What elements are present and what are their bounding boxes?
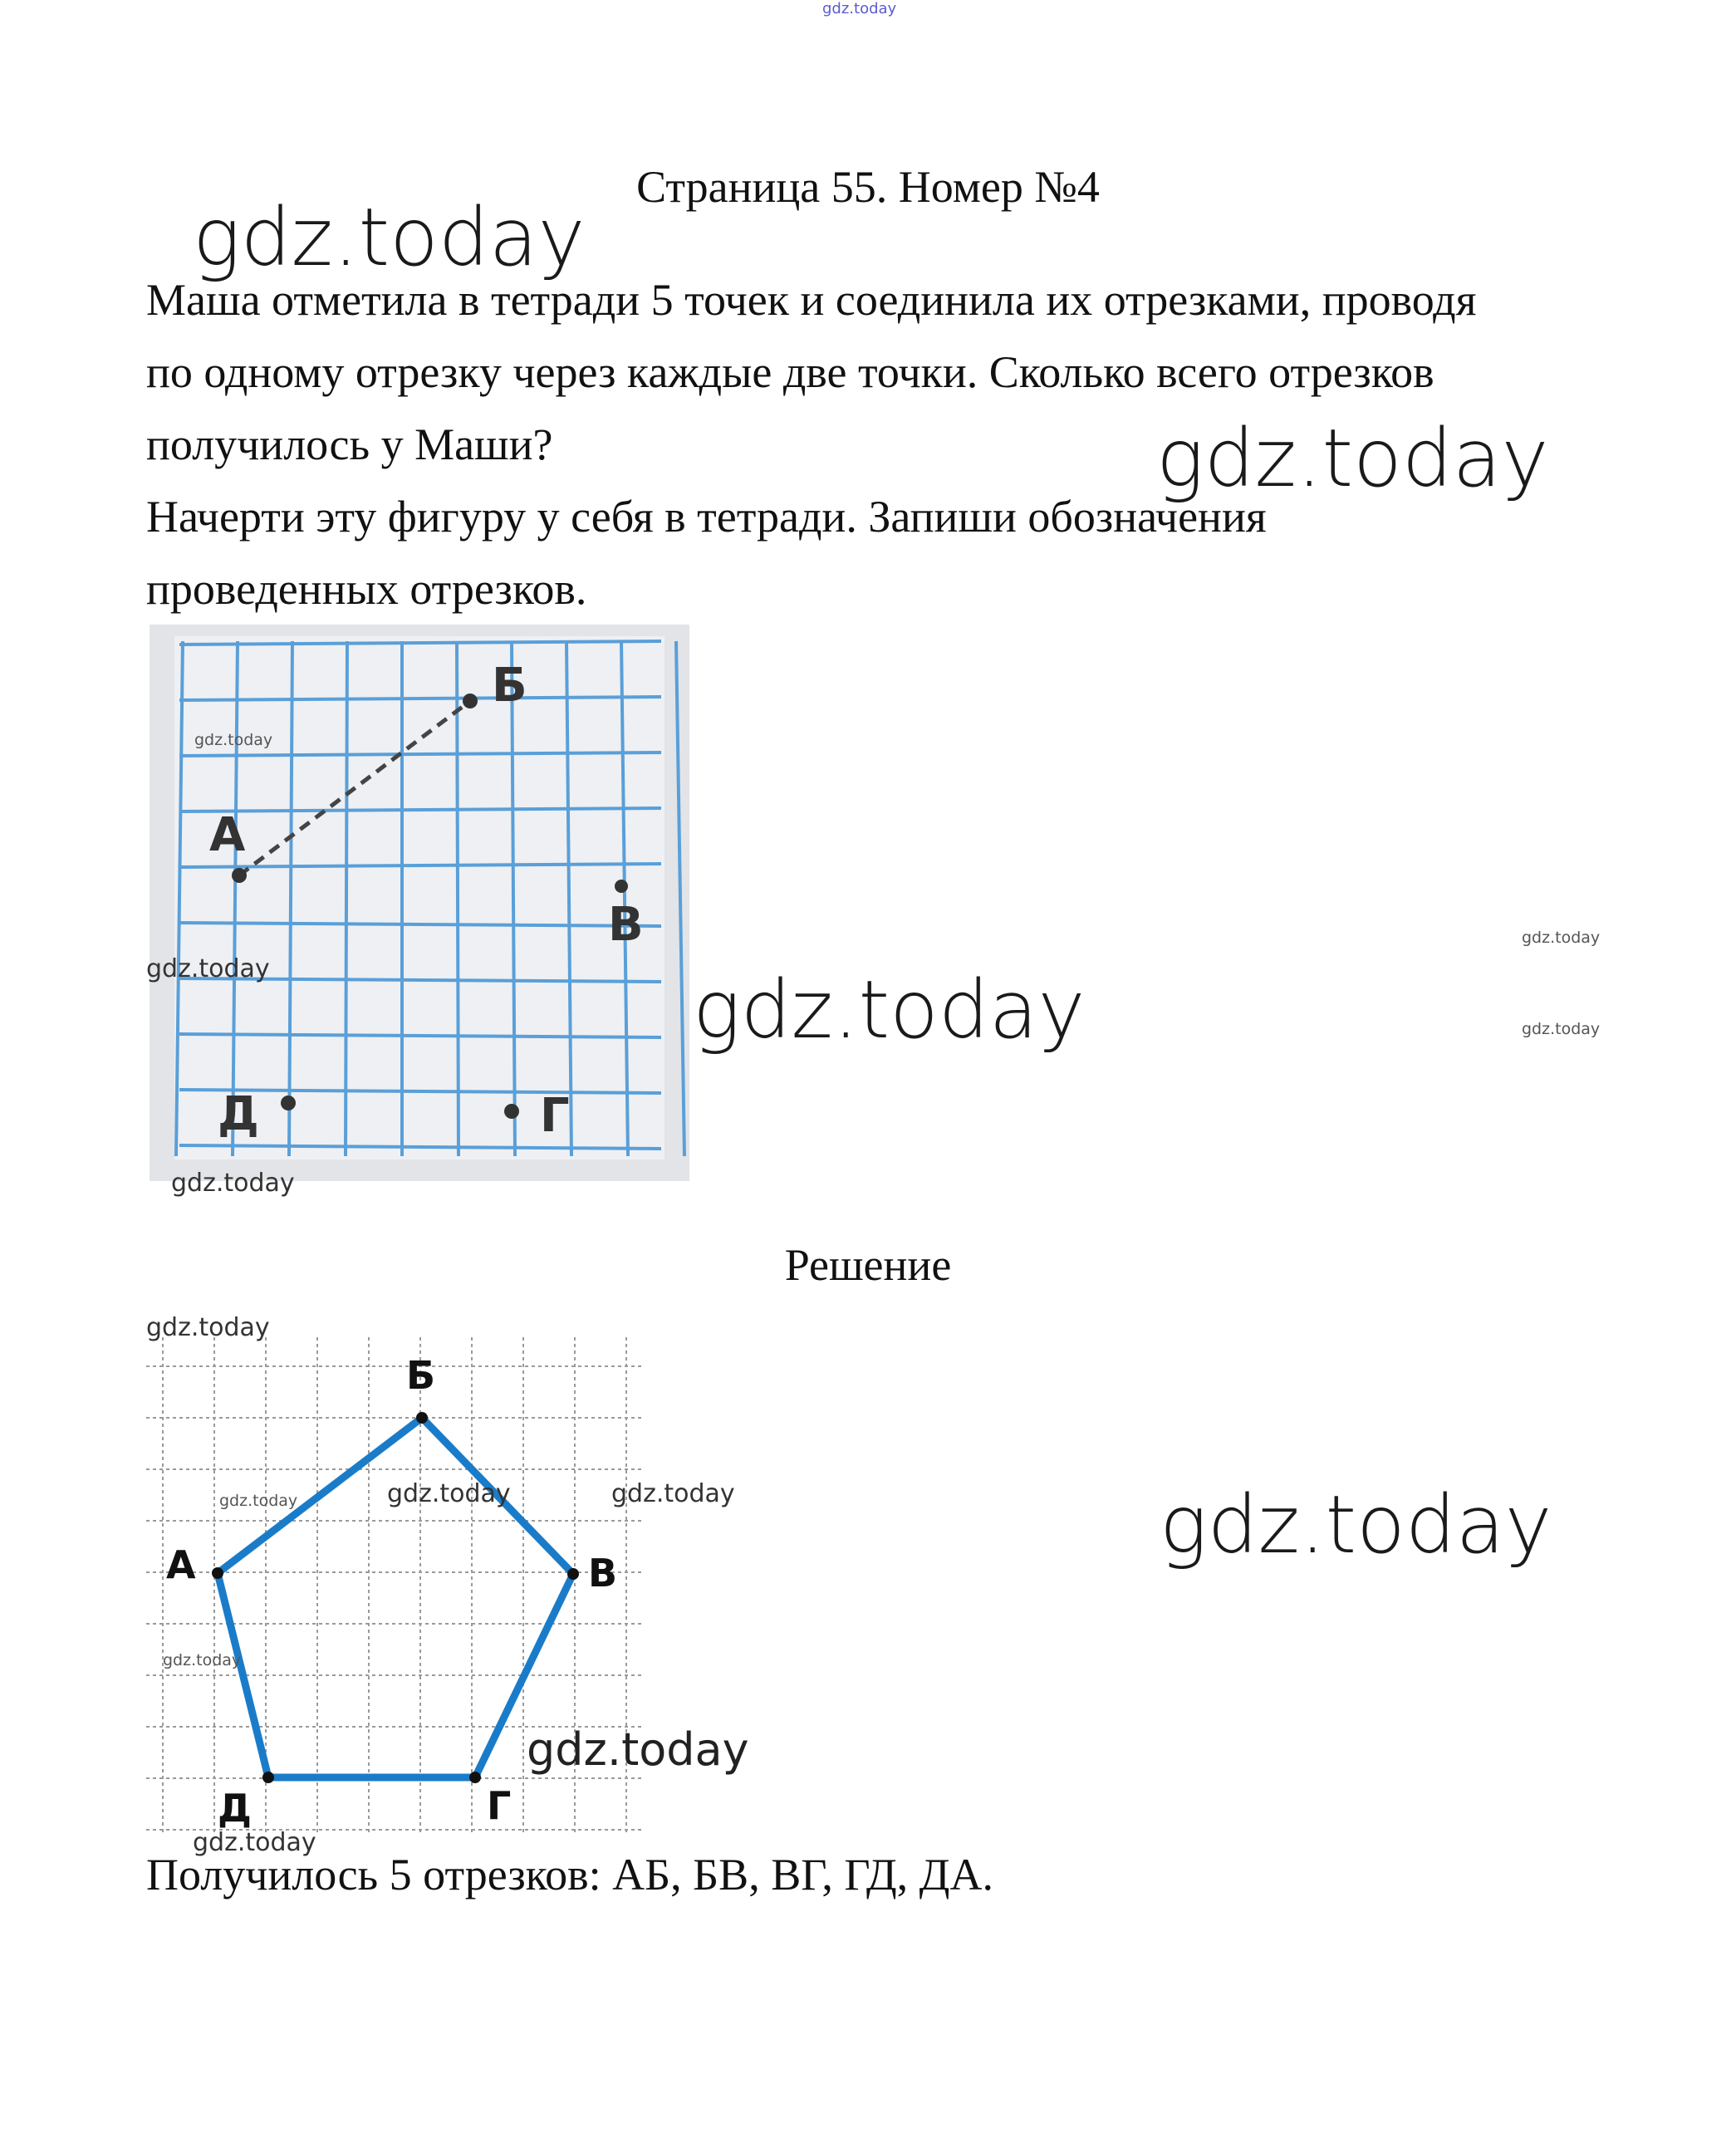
problem-line: по одному отрезку через каждые две точки. Сколько всего отрезков — [146, 347, 1434, 397]
problem-line: Начерти эту фигуру у себя в тетради. Запиши обозначения — [146, 492, 1267, 542]
page-title: Страница 55. Номер №4 — [636, 162, 1100, 212]
problem-line: проведенных отрезков. — [146, 564, 587, 614]
point-a — [232, 868, 247, 883]
watermark: gdz.today — [219, 1492, 298, 1510]
problem-line: получилось у Маши? — [146, 419, 553, 469]
watermark: gdz.today — [146, 954, 270, 983]
label-d: Д — [218, 1786, 252, 1831]
label-g: Г — [487, 1783, 512, 1828]
label-b: Б — [406, 1353, 436, 1398]
watermark: gdz.today — [193, 191, 586, 284]
watermark: gdz.today — [1160, 1478, 1552, 1571]
label-b: Б — [492, 659, 527, 713]
watermark: gdz.today — [1522, 1020, 1601, 1038]
watermark-top: gdz.today — [822, 0, 897, 17]
point-g — [469, 1772, 481, 1783]
grid-line — [346, 641, 347, 1156]
label-v: В — [588, 1551, 618, 1596]
watermark: gdz.today — [1156, 412, 1549, 505]
watermark: gdz.today — [387, 1479, 511, 1508]
watermark: gdz.today — [611, 1479, 735, 1508]
point-d — [281, 1096, 296, 1110]
task-figure — [150, 625, 689, 1181]
watermark: gdz.today — [527, 1723, 749, 1776]
label-d: Д — [218, 1087, 259, 1141]
watermark: gdz.today — [1522, 929, 1601, 947]
watermark: gdz.today — [194, 731, 273, 749]
point-d — [262, 1772, 274, 1783]
point-v — [567, 1568, 579, 1580]
label-g: Г — [540, 1089, 570, 1143]
notebook-paper — [174, 636, 664, 1159]
watermark: gdz.today — [163, 1651, 242, 1669]
point-b — [463, 694, 478, 708]
point-g — [504, 1104, 519, 1119]
pentagon — [218, 1418, 573, 1777]
solution-title: Решение — [784, 1240, 952, 1290]
grid-line — [457, 641, 459, 1156]
answer-text: Получилось 5 отрезков: АБ, БВ, ВГ, ГД, ДА. — [146, 1850, 993, 1900]
watermark: gdz.today — [193, 1828, 316, 1857]
point-a — [212, 1567, 223, 1579]
task-figure-svg — [150, 625, 689, 1181]
label-a: А — [209, 808, 246, 862]
label-v: В — [608, 898, 644, 952]
watermark: gdz.today — [171, 1169, 295, 1198]
watermark: gdz.today — [146, 1313, 270, 1342]
point-b — [416, 1412, 428, 1424]
problem-line: Маша отметила в тетради 5 точек и соединила их отрезками, проводя — [146, 275, 1477, 325]
watermark: gdz.today — [693, 963, 1086, 1056]
point-v — [615, 880, 628, 893]
label-a: А — [166, 1542, 196, 1587]
